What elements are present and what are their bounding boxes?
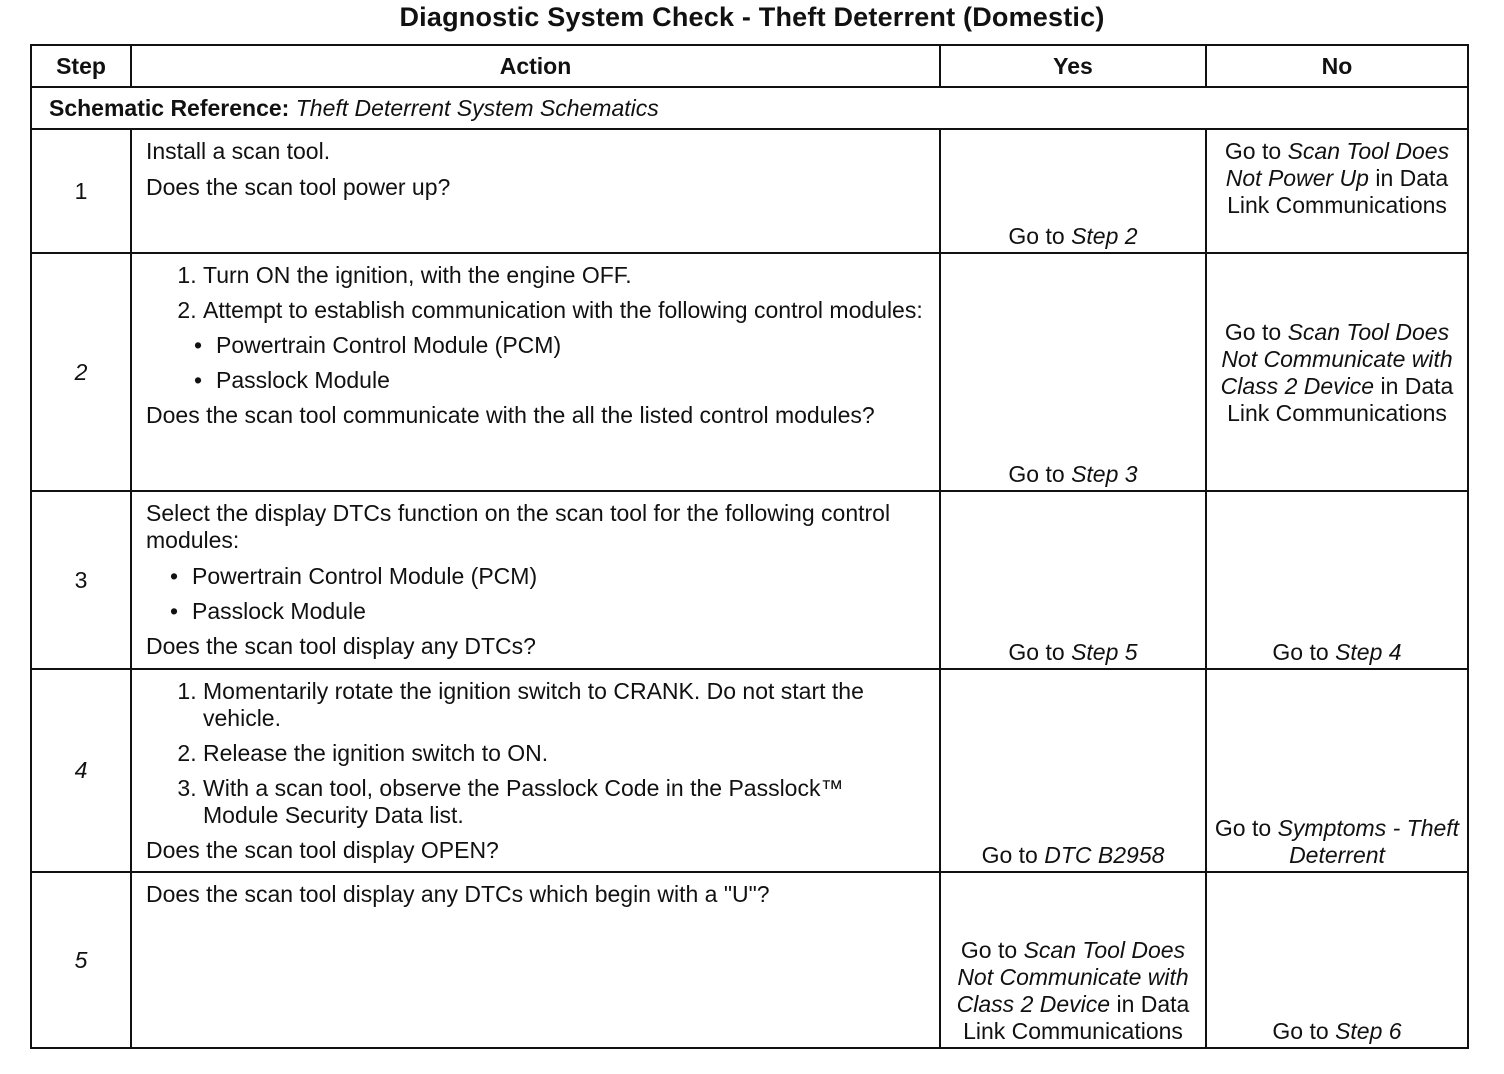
no-prefix: Go to bbox=[1214, 815, 1278, 841]
step-number: 1 bbox=[31, 129, 131, 253]
no-suffix: in Data Link Communications bbox=[1227, 165, 1449, 218]
list-item: 2. Release the ignition switch to ON. bbox=[203, 740, 925, 767]
action-question: Does the scan tool display any DTCs? bbox=[146, 633, 536, 659]
list-item: 1. Turn ON the ignition, with the engine OFF. bbox=[203, 262, 925, 289]
schematic-link: Theft Deterrent System Schematics bbox=[295, 94, 659, 121]
yes-suffix: in Data Link Communications bbox=[963, 991, 1190, 1044]
step-number: 3 bbox=[31, 491, 131, 669]
schematic-row bbox=[31, 87, 1468, 129]
action-line: Install a scan tool. bbox=[146, 138, 331, 164]
list-item: • Powertrain Control Module (PCM) bbox=[192, 563, 925, 590]
no-suffix: in Data Link Communications bbox=[1227, 373, 1454, 426]
list-item: 3. With a scan tool, observe the Passlock Code in the Passlock™ Module Security Data list. bbox=[203, 775, 925, 829]
header-step: Step bbox=[31, 45, 131, 87]
no-cell bbox=[1206, 129, 1468, 253]
table-row bbox=[31, 872, 1468, 1048]
no-ref: Step 6 bbox=[1335, 1018, 1402, 1044]
no-cell bbox=[1206, 669, 1468, 872]
yes-ref: DTC B2958 bbox=[1044, 842, 1165, 868]
no-ref: Symptoms - Theft Deterrent bbox=[1277, 815, 1460, 868]
yes-prefix: Go to bbox=[981, 842, 1045, 868]
schematic-reference bbox=[31, 87, 1468, 129]
action-question: Does the scan tool power up? bbox=[146, 174, 451, 200]
action-line: Select the display DTCs function on the scan tool for the following control modules: bbox=[146, 500, 891, 553]
no-ref: Scan Tool Does Not Power Up bbox=[1225, 138, 1450, 191]
step-number: 4 bbox=[31, 669, 131, 872]
header-row bbox=[31, 45, 1468, 87]
yes-prefix: Go to bbox=[1008, 639, 1072, 665]
action-cell bbox=[131, 491, 940, 669]
table-row bbox=[31, 129, 1468, 253]
bullet-list bbox=[146, 563, 925, 625]
step-number: 2 bbox=[31, 253, 131, 491]
list-item-text: Attempt to establish communication with the following control modules: bbox=[203, 297, 923, 323]
header-no: No bbox=[1206, 45, 1468, 87]
yes-prefix: Go to bbox=[1008, 223, 1072, 249]
action-question: Does the scan tool display OPEN? bbox=[146, 837, 499, 863]
yes-prefix: Go to bbox=[1008, 461, 1072, 487]
list-item: • Passlock Module bbox=[216, 367, 925, 394]
no-ref: Scan Tool Does Not Communicate with Class 2 Device bbox=[1220, 319, 1453, 399]
diagnostic-table bbox=[30, 44, 1469, 1049]
yes-ref: Step 5 bbox=[1071, 639, 1138, 665]
numbered-list bbox=[146, 678, 925, 829]
numbered-list bbox=[146, 262, 925, 324]
header-yes: Yes bbox=[940, 45, 1206, 87]
action-cell bbox=[131, 253, 940, 491]
list-item: • Passlock Module bbox=[192, 598, 925, 625]
no-cell bbox=[1206, 253, 1468, 491]
schematic-label: Schematic Reference: bbox=[49, 94, 290, 121]
yes-ref: Step 3 bbox=[1071, 461, 1138, 487]
yes-ref: Step 2 bbox=[1071, 223, 1138, 249]
yes-cell bbox=[940, 129, 1206, 253]
no-cell bbox=[1206, 872, 1468, 1048]
yes-prefix: Go to bbox=[960, 937, 1024, 963]
no-cell bbox=[1206, 491, 1468, 669]
yes-cell bbox=[940, 669, 1206, 872]
no-prefix: Go to bbox=[1224, 138, 1288, 164]
no-prefix: Go to bbox=[1224, 319, 1288, 345]
table-row bbox=[31, 253, 1468, 491]
yes-cell bbox=[940, 872, 1206, 1048]
list-item: • Powertrain Control Module (PCM) bbox=[216, 332, 925, 359]
yes-cell bbox=[940, 253, 1206, 491]
no-ref: Step 4 bbox=[1335, 639, 1402, 665]
action-cell bbox=[131, 129, 940, 253]
no-prefix: Go to bbox=[1272, 1018, 1336, 1044]
action-question: Does the scan tool communicate with the all the listed control modules? bbox=[146, 402, 875, 428]
table-row bbox=[31, 491, 1468, 669]
header-action: Action bbox=[131, 45, 940, 87]
step-number: 5 bbox=[31, 872, 131, 1048]
action-question: Does the scan tool display any DTCs which begin with a "U"? bbox=[146, 881, 770, 907]
yes-cell bbox=[940, 491, 1206, 669]
action-cell bbox=[131, 669, 940, 872]
list-item: 1. Momentarily rotate the ignition switch to CRANK. Do not start the vehicle. bbox=[203, 678, 925, 732]
yes-ref: Scan Tool Does Not Communicate with Class 2 Device bbox=[956, 937, 1189, 1017]
table-row bbox=[31, 669, 1468, 872]
bullet-list bbox=[146, 332, 925, 394]
list-item bbox=[203, 297, 925, 324]
page-title: Diagnostic System Check - Theft Deterrent (Domestic) bbox=[399, 2, 1105, 32]
no-prefix: Go to bbox=[1272, 639, 1336, 665]
action-cell bbox=[131, 872, 940, 1048]
